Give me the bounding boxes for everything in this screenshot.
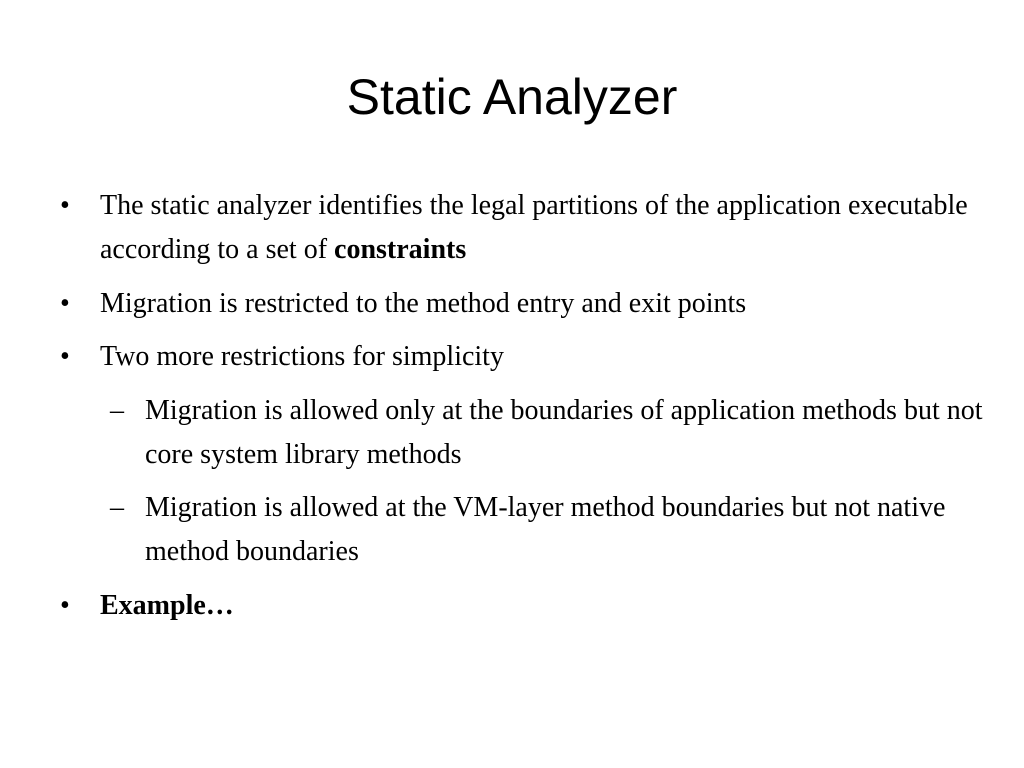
bullet-text-plain: The static analyzer identifies the legal partitions of the application executable according to a set of [100, 190, 968, 265]
sub-bullet-text: Migration is allowed only at the boundaries of application methods but not core system library methods [145, 395, 983, 470]
sub-bullet-item-application-methods [0, 389, 1024, 477]
bullet-text: Two more restrictions for simplicity [100, 341, 504, 372]
slide-title: Static Analyzer [346, 69, 678, 125]
dash-marker: – [110, 395, 124, 426]
bullet-item-example [0, 584, 1024, 628]
bullet-text-bold: constraints [334, 234, 467, 265]
bullet-item-two-restrictions [0, 335, 1024, 379]
bullet-text: Migration is restricted to the method entry and exit points [100, 288, 747, 319]
sub-bullet-item-vm-layer [0, 486, 1024, 574]
bullet-item-constraints [0, 184, 1024, 272]
dash-marker: – [110, 492, 124, 523]
bullet-text [100, 584, 970, 628]
bullet-marker: • [60, 590, 70, 621]
bullet-marker: • [60, 288, 70, 319]
bullet-marker: • [60, 190, 70, 221]
bullet-text-bold: Example… [100, 590, 234, 621]
sub-bullet-text: Migration is allowed at the VM-layer method boundaries but not native method boundaries [145, 492, 946, 567]
bullet-marker: • [60, 341, 70, 372]
bullet-text [100, 184, 970, 272]
bullet-item-migration-restricted [0, 282, 1024, 326]
